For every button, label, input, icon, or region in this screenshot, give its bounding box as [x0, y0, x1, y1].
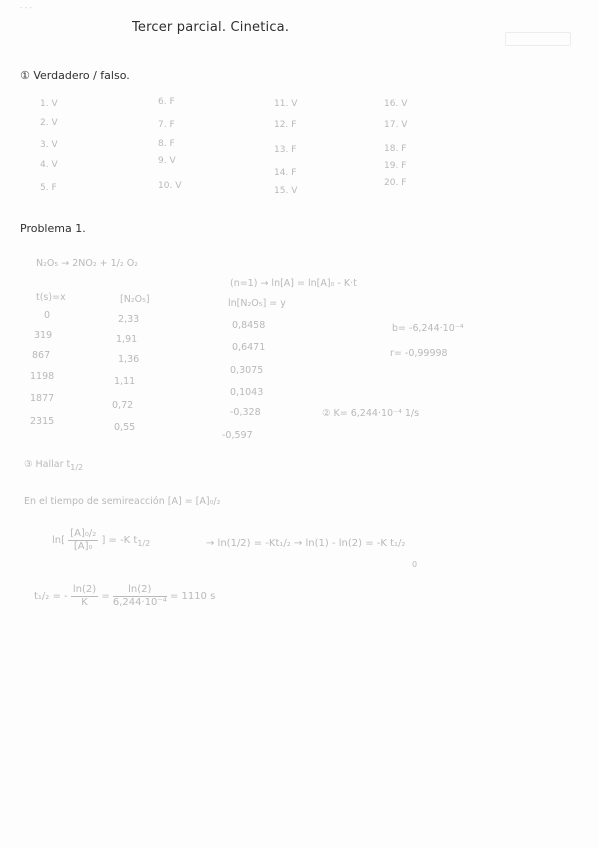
answer-6 [158, 97, 175, 107]
answer-value: F [169, 97, 175, 107]
cell-ln-2: 0,3075 [230, 365, 264, 376]
answer-number: 15 [274, 186, 286, 196]
half-life-definition: En el tiempo de semireacción [A] = [A]₀/₂ [24, 496, 221, 507]
header-scribble: - - - [20, 4, 33, 12]
eq-frac-num: [A]₀/₂ [70, 528, 97, 539]
regression-r: r= -0,99998 [390, 348, 448, 359]
answer-number: 5 [40, 183, 46, 193]
answer-15 [274, 186, 297, 196]
answer-value: V [291, 99, 298, 109]
answer-number: 13 [274, 145, 286, 155]
answer-17 [384, 120, 407, 130]
cell-conc-5: 0,55 [114, 422, 136, 433]
cell-conc-2: 1,36 [118, 354, 140, 365]
problem-1-heading: Problema 1. [20, 222, 86, 235]
cell-t-0: 0 [44, 310, 51, 321]
cell-conc-3: 1,11 [114, 376, 136, 387]
answer-separator: . [45, 99, 52, 109]
answer-separator: . [163, 97, 170, 107]
answer-9 [158, 156, 176, 166]
cell-t-4: 1877 [30, 393, 55, 404]
reaction-equation: N₂O₅ → 2NO₂ + 1/₂ O₂ [36, 258, 138, 269]
answer-separator: . [163, 120, 170, 130]
answer-number: 8 [158, 139, 164, 149]
half-life-value: = 1110 s [169, 591, 216, 602]
col-header-ln: ln[N₂O₅] = y [228, 298, 286, 309]
rate-constant-result: ② K= 6,244·10⁻⁴ 1/s [322, 408, 420, 419]
answer-11 [274, 99, 297, 109]
part-3-label: ③ Hallar t [24, 459, 71, 470]
corner-stamp [505, 32, 571, 46]
regression-slope: b= -6,244·10⁻⁴ [392, 323, 464, 334]
half-life-equation [52, 528, 150, 552]
half-life-frac-2 [113, 584, 167, 608]
part-3-heading [24, 459, 83, 472]
answer-separator: . [163, 139, 170, 149]
answer-14 [274, 168, 296, 178]
answer-2 [40, 118, 58, 128]
answer-number: 6 [158, 97, 164, 107]
answer-12 [274, 120, 296, 130]
cell-ln-0: 0,8458 [232, 320, 266, 331]
section-true-false-heading: ① Verdadero / falso. [20, 69, 130, 82]
page-title: Tercer parcial. Cinetica. [132, 20, 290, 35]
answer-separator: . [169, 181, 176, 191]
half-life-derivation: → ln(1/2) = -Kt₁/₂ → ln(1) - ln(2) = -K t₁/₂ [206, 538, 406, 549]
answer-value: F [401, 178, 407, 188]
answer-16 [384, 99, 407, 109]
equals-sign: = [101, 591, 110, 602]
answer-separator: . [45, 140, 52, 150]
answer-number: 16 [384, 99, 396, 109]
cell-ln-1: 0,6471 [232, 342, 266, 353]
cell-t-2: 867 [32, 350, 51, 361]
answer-value: F [169, 139, 175, 149]
answer-separator: . [395, 120, 402, 130]
answer-separator: . [45, 160, 52, 170]
answer-separator: . [395, 161, 402, 171]
answer-value: V [401, 120, 408, 130]
half-life-frac-1-num: ln(2) [72, 584, 97, 595]
answer-value: V [51, 118, 58, 128]
cell-t-1: 319 [34, 330, 53, 341]
eq-fraction [68, 528, 98, 552]
answer-value: F [401, 144, 407, 154]
answer-20 [384, 178, 406, 188]
answer-19 [384, 161, 406, 171]
cell-ln-4: -0,328 [230, 407, 261, 418]
answer-number: 1 [40, 99, 46, 109]
answer-value: V [175, 181, 182, 191]
answer-number: 9 [158, 156, 164, 166]
cell-ln-3: 0,1043 [230, 387, 264, 398]
cell-conc-1: 1,91 [116, 334, 138, 345]
answer-4 [40, 160, 58, 170]
ln1-zero-mark: 0 [412, 560, 418, 569]
cell-conc-4: 0,72 [112, 400, 134, 411]
answer-separator: . [285, 168, 292, 178]
answer-value: F [291, 120, 297, 130]
answer-separator: . [395, 99, 402, 109]
answer-value: F [401, 161, 407, 171]
answer-separator: . [285, 120, 292, 130]
answer-number: 2 [40, 118, 46, 128]
answer-separator: . [45, 118, 52, 128]
cell-t-5: 2315 [30, 416, 55, 427]
answer-value: V [401, 99, 408, 109]
answer-value: V [51, 99, 58, 109]
answer-number: 17 [384, 120, 396, 130]
half-life-frac-2-den: 6,244·10⁻⁴ [112, 596, 167, 608]
answer-number: 18 [384, 144, 396, 154]
eq-left: ln[ [52, 535, 66, 546]
answer-3 [40, 140, 58, 150]
answer-separator: . [285, 99, 292, 109]
answer-separator: . [395, 144, 402, 154]
answer-8 [158, 139, 175, 149]
eq-half-subscript: 1/2 [137, 539, 151, 548]
half-subscript: 1/2 [70, 462, 84, 472]
answer-number: 11 [274, 99, 286, 109]
answer-value: F [51, 183, 57, 193]
answer-18 [384, 144, 406, 154]
answer-value: F [169, 120, 175, 130]
answer-value: F [291, 145, 297, 155]
answer-separator: . [395, 178, 402, 188]
answer-5 [40, 183, 57, 193]
answer-value: V [169, 156, 176, 166]
answer-number: 20 [384, 178, 396, 188]
eq-right: ] = -K t [101, 535, 138, 546]
answer-number: 14 [274, 168, 286, 178]
answer-value: F [291, 168, 297, 178]
answer-number: 4 [40, 160, 46, 170]
cell-t-3: 1198 [30, 371, 55, 382]
answer-number: 12 [274, 120, 286, 130]
answer-value: V [51, 160, 58, 170]
half-life-frac-1 [71, 584, 98, 608]
eq-frac-den: [A]₀ [73, 540, 93, 552]
col-header-time: t(s)=x [36, 292, 66, 303]
col-header-concentration: [N₂O₅] [120, 294, 150, 305]
cell-ln-5: -0,597 [222, 430, 253, 441]
answer-number: 19 [384, 161, 396, 171]
answer-number: 10 [158, 181, 170, 191]
answer-number: 3 [40, 140, 46, 150]
cell-conc-0: 2,33 [118, 314, 140, 325]
answer-separator: . [285, 145, 292, 155]
half-life-frac-1-den: K [81, 596, 88, 608]
answer-value: V [291, 186, 298, 196]
first-order-law: (n=1) → ln[A] = ln[A]₀ - K·t [230, 278, 357, 289]
answer-separator: . [285, 186, 292, 196]
answer-1 [40, 99, 58, 109]
answer-number: 7 [158, 120, 164, 130]
answer-13 [274, 145, 296, 155]
answer-10 [158, 181, 181, 191]
answer-7 [158, 120, 175, 130]
answer-separator: . [45, 183, 52, 193]
half-life-result [34, 584, 215, 608]
answer-value: V [51, 140, 58, 150]
answer-separator: . [163, 156, 170, 166]
half-life-prefix: t₁/₂ = - [34, 591, 68, 602]
half-life-frac-2-num: ln(2) [113, 584, 167, 597]
